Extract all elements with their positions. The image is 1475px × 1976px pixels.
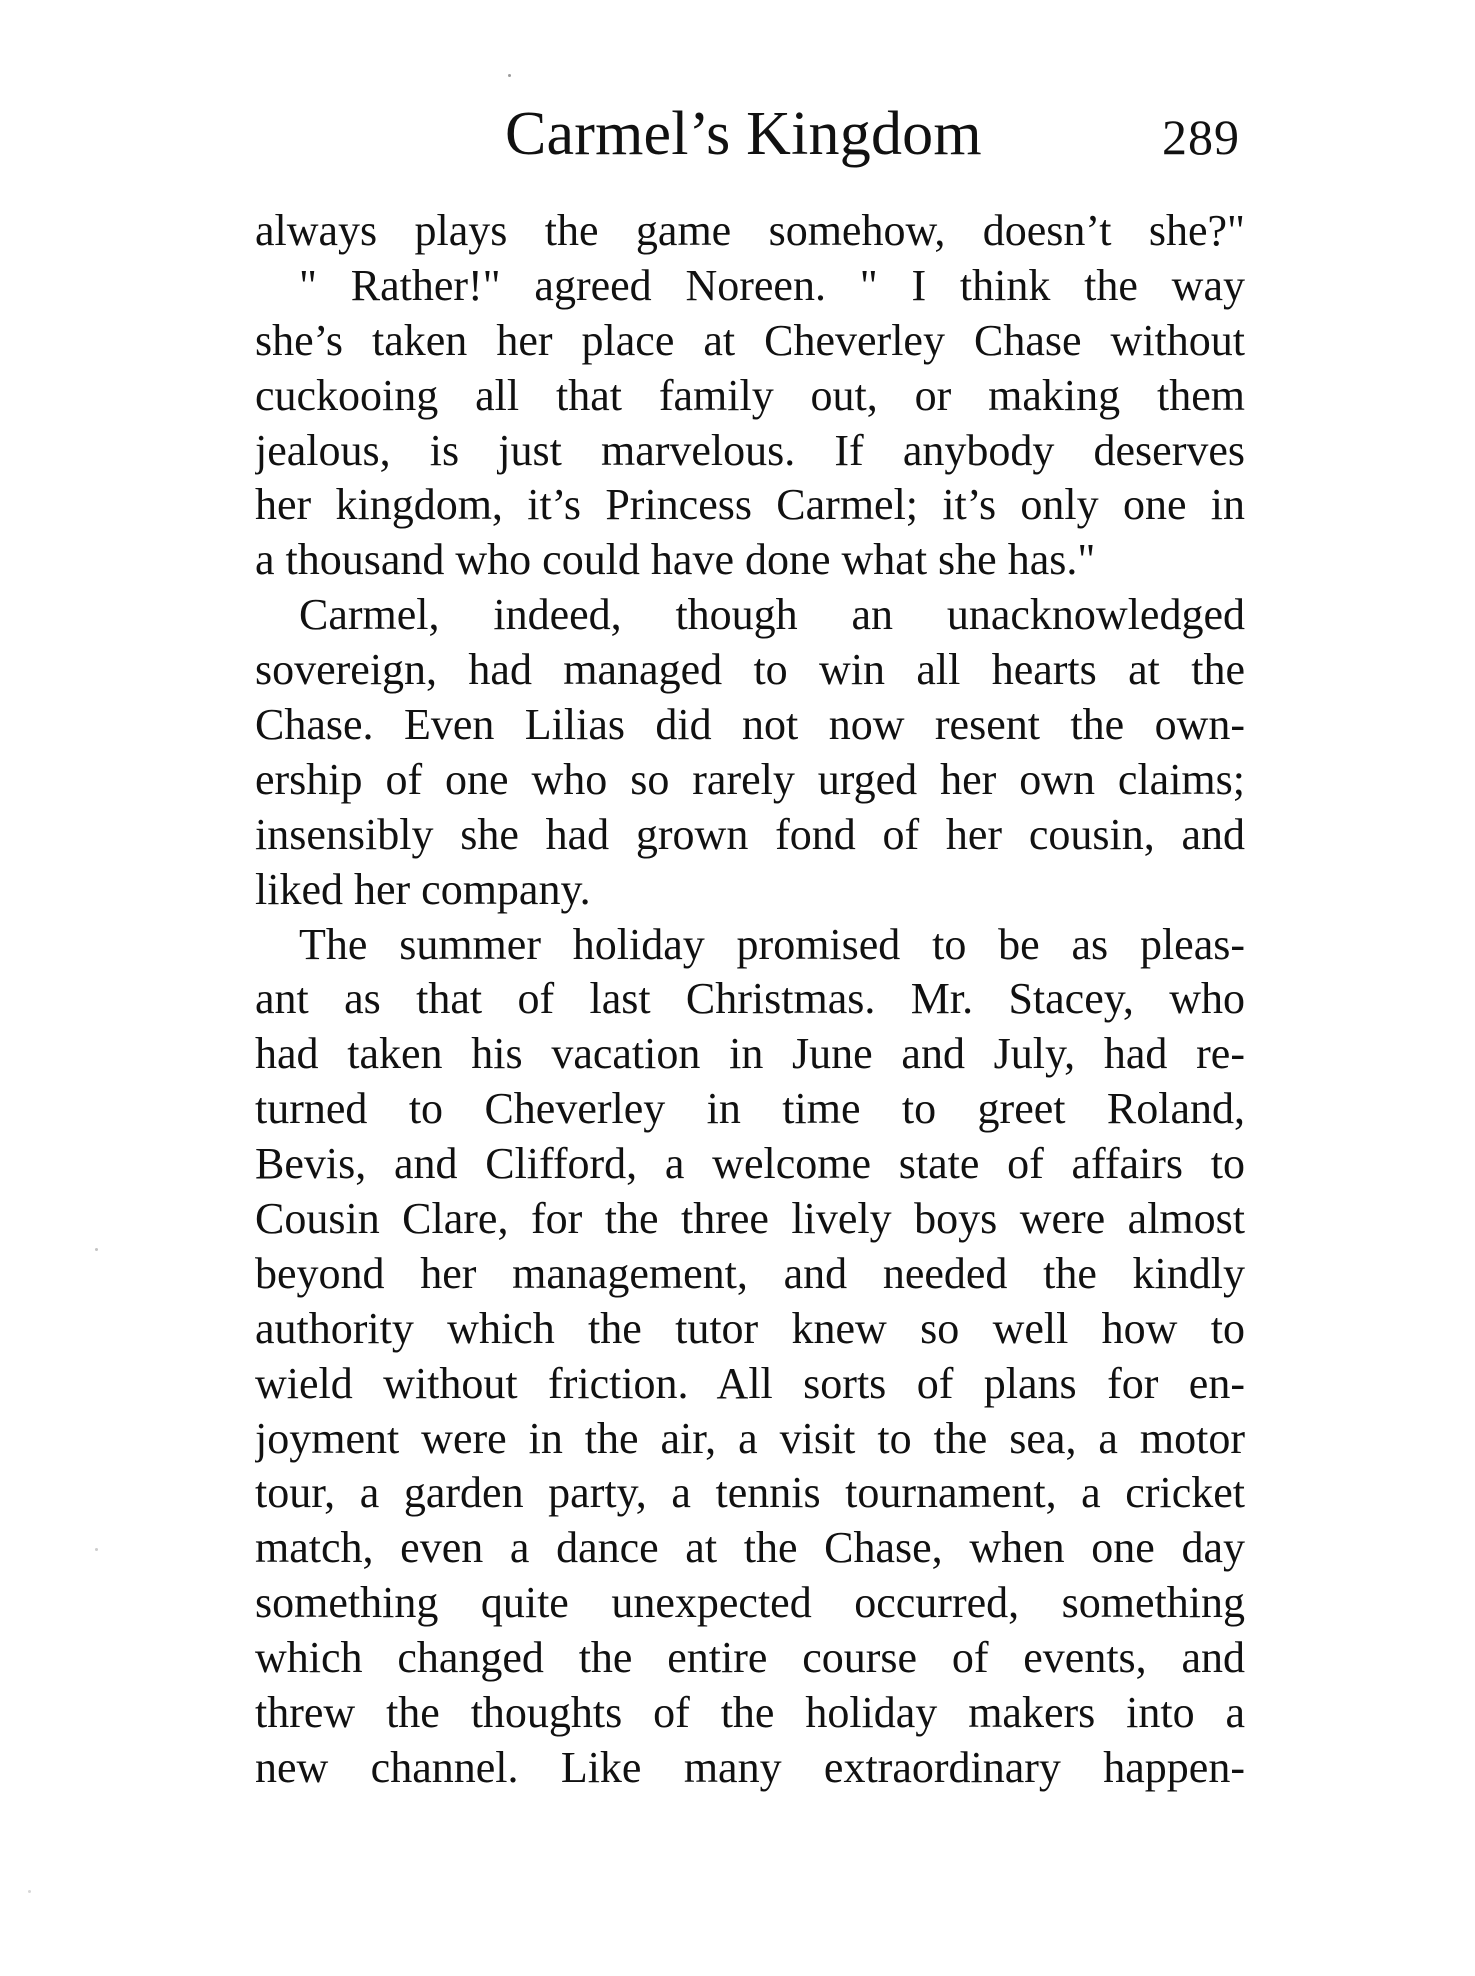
text-line: cuckooing all that family out, or making them <box>255 370 1245 420</box>
text-line: The summer holiday promised to be as pleas- <box>299 919 1245 969</box>
page-number: 289 <box>1162 109 1240 165</box>
scan-speck <box>508 74 511 77</box>
running-title: Carmel’s Kingdom <box>505 100 982 168</box>
text-line: Bevis, and Clifford, a welcome state of affairs to <box>255 1139 1245 1189</box>
text-line: wield without friction. All sorts of plans for en- <box>255 1358 1245 1408</box>
text-line: new channel. Like many extraordinary happen- <box>255 1742 1245 1792</box>
text-line: joyment were in the air, a visit to the sea, a motor <box>255 1413 1245 1463</box>
text-line: beyond her management, and needed the kindly <box>255 1248 1245 1298</box>
text-line: a thousand who could have done what she has." <box>255 535 1096 585</box>
text-line: threw the thoughts of the holiday makers into a <box>255 1688 1245 1738</box>
text-line: turned to Cheverley in time to greet Roland, <box>255 1084 1245 1134</box>
scan-speck <box>95 1548 98 1551</box>
text-line: had taken his vacation in June and July, had re- <box>255 1029 1245 1079</box>
text-line: Carmel, indeed, though an unacknowledged <box>299 590 1245 640</box>
text-line: match, even a dance at the Chase, when one day <box>255 1523 1245 1573</box>
text-line: Cousin Clare, for the three lively boys were almost <box>255 1194 1245 1244</box>
scan-speck <box>28 1890 31 1893</box>
text-line: Chase. Even Lilias did not now resent the own- <box>255 700 1245 750</box>
text-line: ant as that of last Christmas. Mr. Stacey, who <box>255 974 1245 1024</box>
text-line: her kingdom, it’s Princess Carmel; it’s only one in <box>255 480 1245 530</box>
text-line: insensibly she had grown fond of her cousin, and <box>255 809 1245 859</box>
scan-speck <box>95 1248 98 1251</box>
text-line: tour, a garden party, a tennis tournament, a cricket <box>255 1468 1245 1518</box>
text-line: jealous, is just marvelous. If anybody deserves <box>255 425 1245 475</box>
text-line: liked her company. <box>255 864 591 914</box>
text-line: authority which the tutor knew so well how to <box>255 1303 1245 1353</box>
text-line: she’s taken her place at Cheverley Chase without <box>255 315 1245 365</box>
text-line: something quite unexpected occurred, something <box>255 1578 1245 1628</box>
text-line: " Rather!" agreed Noreen. " I think the way <box>299 260 1245 310</box>
page-text <box>255 204 1245 1796</box>
text-line: which changed the entire course of events, and <box>255 1633 1245 1683</box>
text-line: always plays the game somehow, doesn’t she?" <box>255 206 1245 255</box>
text-line: sovereign, had managed to win all hearts at the <box>255 645 1245 695</box>
text-line: ership of one who so rarely urged her own claims; <box>255 754 1245 804</box>
